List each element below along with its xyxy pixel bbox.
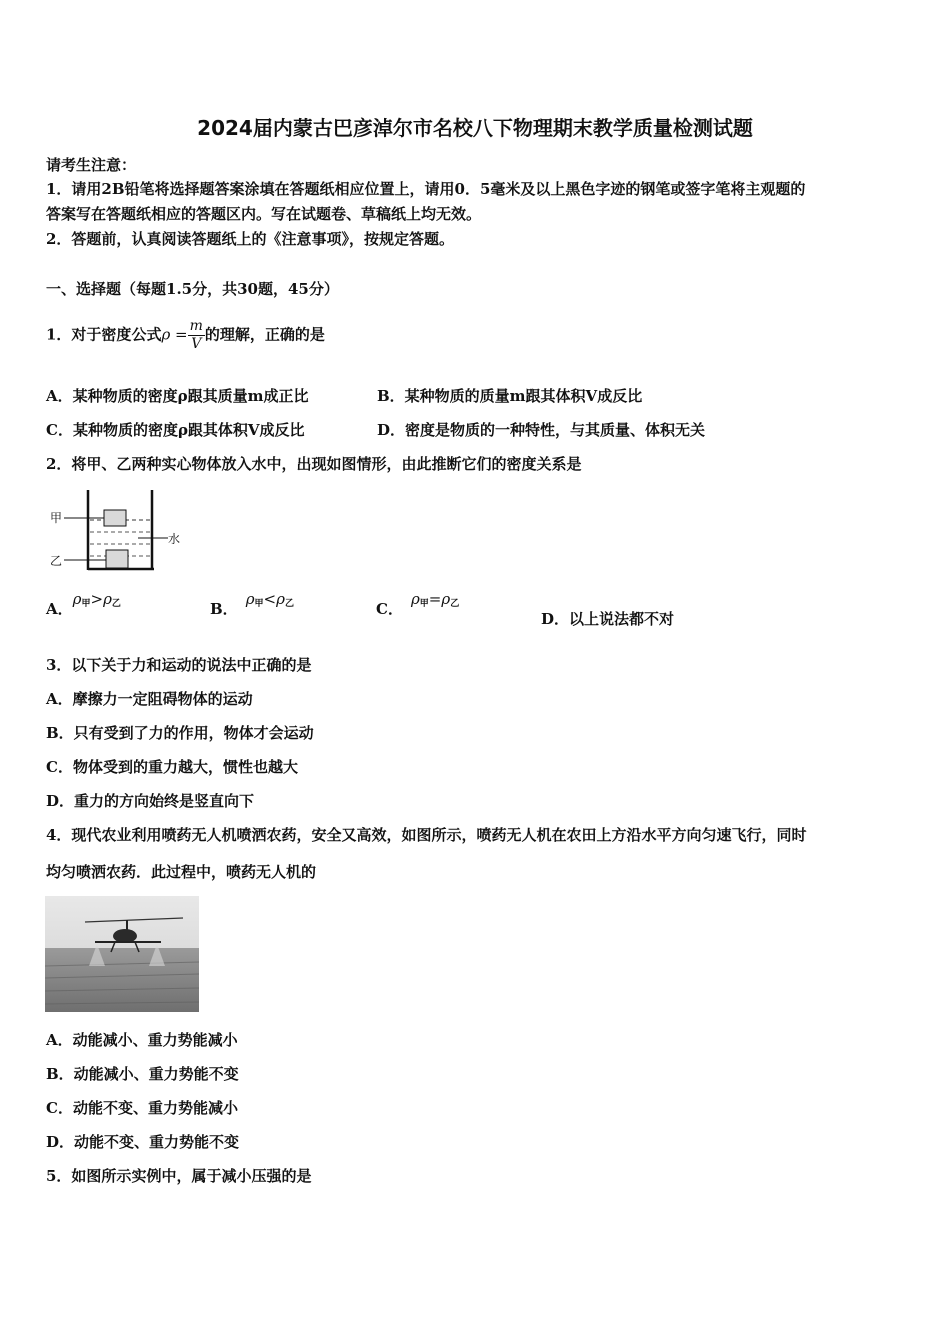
q4-option-a[interactable]: A．动能减小、重力势能减小 [46, 1031, 238, 1049]
q1-stem-prefix: 1．对于密度公式 [46, 325, 162, 344]
q2-option-a-formula [73, 590, 121, 608]
page-title: 2024届内蒙古巴彦淖尔市名校八下物理期末教学质量检测试题 [197, 116, 753, 140]
rho-symbol: ρ [72, 590, 82, 608]
q4-option-c[interactable]: C．动能不变、重力势能减小 [46, 1099, 238, 1117]
q2-option-c[interactable] [376, 590, 460, 619]
q1-formula-fraction [188, 318, 205, 353]
q1-option-c[interactable]: C．某种物质的密度ρ跟其体积V成反比 [46, 421, 305, 439]
rho-subscript: 甲 [254, 599, 264, 609]
rho-subscript: 甲 [81, 599, 91, 609]
notice-item-2: 2．答题前，认真阅读答题纸上的《注意事项》，按规定答题。 [46, 230, 454, 248]
q4-option-d[interactable]: D．动能不变、重力势能不变 [46, 1133, 240, 1151]
block-yi [106, 550, 128, 568]
rho-symbol: ρ [103, 590, 112, 608]
label-yi: 乙 [50, 554, 63, 568]
rho-subscript: 乙 [284, 599, 294, 609]
q3-option-a[interactable]: A．摩擦力一定阻碍物体的运动 [46, 690, 253, 708]
q1-formula-num: m [189, 318, 203, 334]
q4-stem-line1: 4．现代农业利用喷药无人机喷洒农药，安全又高效，如图所示，喷药无人机在农田上方沿水平方向匀速飞行，同时 [46, 826, 807, 844]
label-jia: 甲 [50, 511, 63, 525]
relation-symbol: < [263, 590, 277, 608]
q4-drone-photo [45, 896, 199, 1012]
q2-stem: 2．将甲、乙两种实心物体放入水中，出现如图情形，由此推断它们的密度关系是 [46, 455, 582, 473]
q2-option-d[interactable]: D．以上说法都不对 [541, 610, 675, 628]
notice-heading: 请考生注意： [46, 156, 137, 174]
q2-option-b-label: B． [210, 600, 238, 618]
q1-formula-den: V [191, 336, 202, 352]
rho-symbol: ρ [276, 590, 285, 608]
q1-option-b[interactable]: B．某种物质的质量m跟其体积V成反比 [377, 387, 643, 405]
rho-symbol: ρ [410, 590, 420, 608]
rho-subscript: 甲 [419, 599, 429, 609]
q2-option-b-formula [246, 590, 294, 608]
notice-item-1a: 1．请用2B铅笔将选择题答案涂填在答题纸相应位置上，请用0．5毫米及以上黑色字迹的钢笔或签字笔将主观题的 [46, 180, 806, 198]
q4-stem-line2: 均匀喷洒农药．此过程中，喷药无人机的 [46, 863, 317, 881]
rho-subscript: 乙 [450, 599, 460, 609]
q1-stem [46, 318, 325, 353]
q3-option-b[interactable]: B．只有受到了力的作用，物体才会运动 [46, 724, 314, 742]
q2-option-c-label: C． [376, 600, 403, 618]
drone-body-icon [113, 929, 137, 943]
q5-stem: 5．如图所示实例中，属于减小压强的是 [46, 1167, 312, 1185]
block-jia [104, 510, 126, 526]
rho-symbol: ρ [245, 590, 255, 608]
relation-symbol: = [428, 590, 442, 608]
q3-stem: 3．以下关于力和运动的说法中正确的是 [46, 656, 312, 674]
q1-stem-suffix: 的理解，正确的是 [204, 325, 325, 344]
notice-item-1b: 答案写在答题纸相应的答题区内。写在试题卷、草稿纸上均无效。 [46, 205, 482, 223]
label-water: 水 [168, 532, 181, 546]
q2-option-a[interactable] [46, 590, 121, 619]
q1-option-d[interactable]: D．密度是物质的一种特性，与其质量、体积无关 [377, 421, 706, 439]
q1-option-a[interactable]: A．某种物质的密度ρ跟其质量m成正比 [46, 387, 309, 405]
relation-symbol: > [90, 590, 104, 608]
rho-symbol: ρ [441, 590, 451, 608]
q4-option-b[interactable]: B．动能减小、重力势能不变 [46, 1065, 239, 1083]
q2-option-b[interactable] [210, 590, 294, 619]
q3-option-d[interactable]: D．重力的方向始终是竖直向下 [46, 792, 255, 810]
q2-option-c-formula [411, 590, 459, 608]
q1-formula-lhs: ρ = [161, 325, 188, 344]
section-heading: 一、选择题（每题1.5分，共30题，45分） [46, 280, 339, 298]
rho-subscript: 乙 [111, 599, 121, 609]
q2-beaker-figure [46, 486, 196, 576]
q2-option-a-label: A． [46, 600, 73, 618]
q3-option-c[interactable]: C．物体受到的重力越大，惯性也越大 [46, 758, 298, 776]
